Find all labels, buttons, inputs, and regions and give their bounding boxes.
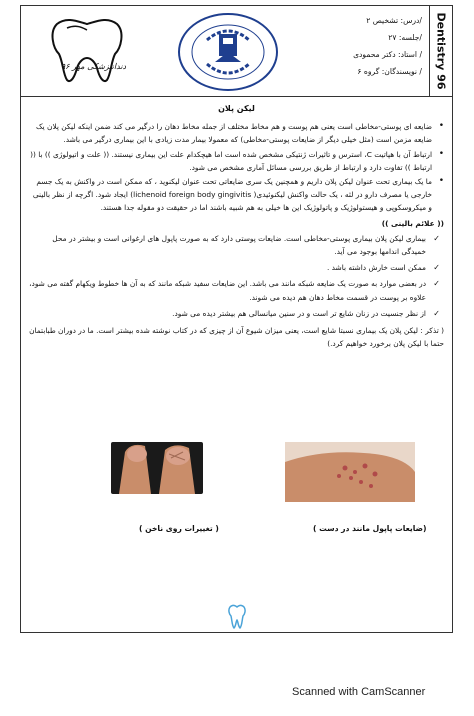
checkmark-icon: ✓ [433,233,440,243]
lesson-meta [287,12,422,80]
group-signature: دندانپزشکی مهر ۹۶ [61,62,127,71]
sign-item [29,232,444,258]
sign-item [29,277,444,303]
sign-text: ممکن است خارش داشته باشد . [326,263,426,273]
paragraph-text: ما یک بیماری تحت عنوان لیکن پلان داریم و همچنین یک سری ضایعاتی تحت عنوان لیکنوید ، که ممکن است در واکنش به یک جسم خارجی یا مصرف دارو در لثه ، یک حالت واکنش لیکنوئیدی( lichenoid foreign body gingivitis) ایجاد شود. اگرچه از نظر بالینی و میکروسکوپی و هیستولوژیک و پاتولوژیک این ها خیلی به هم شبیه باشند اما در حقیقت دو مقوله جدا هستند. [32,177,432,213]
bullet-dot-icon: • [438,121,444,132]
tooth-logo-icon [37,14,137,94]
nail-photo-caption: ( تغییرات روی ناخن ) [139,524,219,533]
note-text: ( تذکر : لیکن پلان یک بیماری نسبتا شایع است، یعنی میزان شیوع آن از چیزی که در کتاب نوشته شده بیشتر است. ما در دوران طبابتمان حتما با لیکن پلان برخورد خواهیم کرد.) [29,326,444,349]
paragraph-text: ضایعه ای پوستی-مخاطی است یعنی هم پوست و هم مخاط مختلف از جمله مخاط دهان را درگیر می کند ضمن اینکه لیکن پلان یک ضایعه مزمن است (مثل خیلی دیگر از ضایعات پوستی-مخاطی) که معمولا بیمار مدت زیادی با این بیماری درگیر می باشد. [36,122,432,145]
checkmark-icon: ✓ [433,263,440,273]
course-name: Dentistry 96 [434,12,448,90]
nail-changes-photo [111,442,203,494]
scanner-footer: Scanned with CamScanner [292,686,426,698]
lesson-line: /درس: تشخیص ۲ [366,16,422,25]
sign-text: از نظر جنسیت در زنان شایع تر است و در سنین میانسالی هم بیشتر دیده می شود. [172,308,426,318]
checkmark-icon: ✓ [433,308,440,318]
hand-papules-photo [285,442,415,502]
bullet-dot-icon: • [438,148,444,159]
authors-line: / نویسندگان: گروه ۶ [357,67,422,76]
page-header [21,6,452,97]
paragraph-bullet [29,148,444,174]
sign-text: در بعضی موارد به صورت یک ضایعه شبکه مانند می باشد. این ضایعات سفید شبکه مانند که به آن ها خطوط ویکهام گفته می شود، علاوه بر پوست در قسمت مخاط دهان هم دیده می شوند. [29,279,426,302]
bullet-dot-icon: • [438,176,444,187]
teacher-line: / استاد: دکتر محمودی [353,50,422,59]
session-line: /جلسه: ۲۷ [388,33,422,42]
university-emblem-icon [177,12,279,92]
paragraph-bullet [29,175,444,215]
sign-item [29,261,444,274]
hand-photo-caption: (ضایعات پاپول مانند در دست ) [313,524,427,533]
course-side-title [429,6,452,96]
paragraph-bullet [29,120,444,146]
sign-text: بیماری لیکن پلان بیماری پوستی-مخاطی است. ضایعات پوستی دارد که به صورت پاپول های ارغوانی است و بیشتر در محل خمیدگی اندامها بوجود می آید. [52,233,426,257]
tooth-footer-icon [227,604,247,630]
sign-item [29,307,444,320]
document-body [29,102,444,350]
checkmark-icon: ✓ [433,279,440,289]
document-page [20,5,453,633]
document-title: لیکن پلان [218,104,255,113]
paragraph-text: ارتباط آن با هپاتیت C، استرس و تاثیرات ژنتیکی مشخص شده است اما هیچکدام علت این بیماری نیستند. (( علت و اتیولوژی )) با (( ارتباط )) تفاوت دارد و ارتباط از طریق بررسی مسائل آماری مشخص می شود. [30,149,432,172]
signs-heading: (( علائم بالینی )) [381,218,444,228]
